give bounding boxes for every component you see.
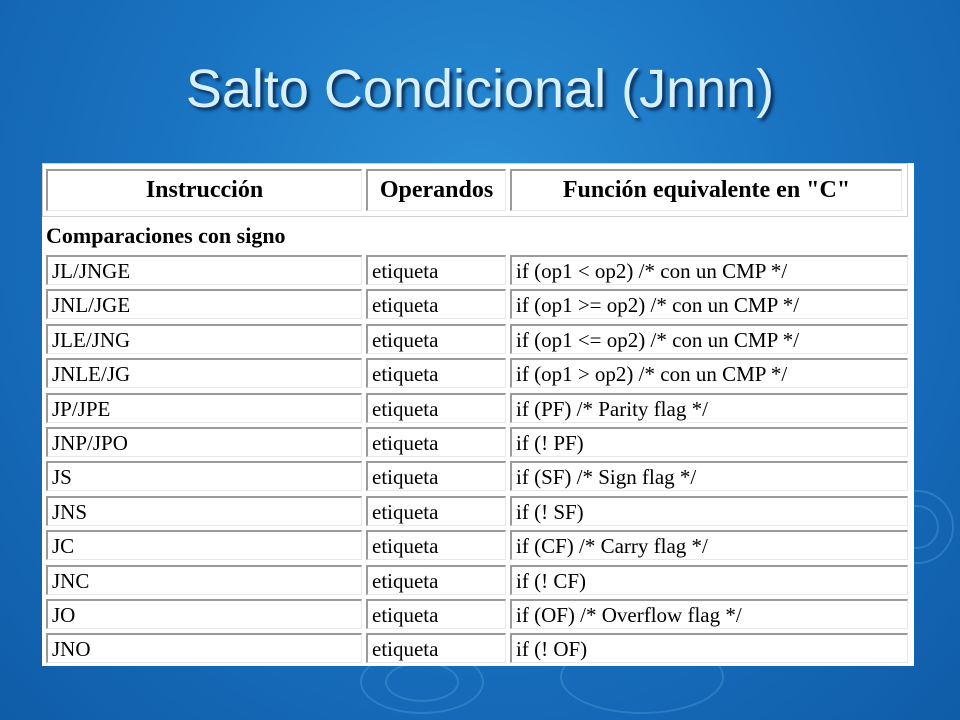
cell-instruccion: JO	[46, 599, 362, 629]
cell-instruccion: JLE/JNG	[46, 324, 362, 354]
cell-funcion: if (! SF)	[510, 496, 908, 526]
group-label: Comparaciones con signo	[46, 223, 286, 248]
cell-operandos: etiqueta	[366, 393, 506, 423]
cell-instruccion: JNS	[46, 496, 362, 526]
header-instruccion: Instrucción	[46, 169, 362, 211]
cell-operandos: etiqueta	[366, 496, 506, 526]
cell-funcion: if (op1 >= op2) /* con un CMP */	[510, 289, 908, 319]
cell-funcion: if (SF) /* Sign flag */	[510, 461, 908, 491]
cell-operandos: etiqueta	[366, 633, 506, 663]
cell-instruccion: JS	[46, 461, 362, 491]
cell-instruccion: JC	[46, 530, 362, 560]
instruction-table	[42, 163, 914, 666]
slide-title: Salto Condicional (Jnnn)	[185, 59, 775, 119]
cell-funcion: if (op1 <= op2) /* con un CMP */	[510, 324, 908, 354]
cell-operandos: etiqueta	[366, 530, 506, 560]
cell-funcion: if (! OF)	[510, 633, 908, 663]
cell-funcion: if (CF) /* Carry flag */	[510, 530, 908, 560]
background-ripple	[385, 662, 459, 702]
cell-operandos: etiqueta	[366, 358, 506, 388]
cell-operandos: etiqueta	[366, 427, 506, 457]
cell-instruccion: JNLE/JG	[46, 358, 362, 388]
cell-operandos: etiqueta	[366, 599, 506, 629]
cell-operandos: etiqueta	[366, 324, 506, 354]
header-operandos: Operandos	[366, 169, 506, 211]
cell-funcion: if (PF) /* Parity flag */	[510, 393, 908, 423]
cell-funcion: if (op1 > op2) /* con un CMP */	[510, 358, 908, 388]
cell-operandos: etiqueta	[366, 289, 506, 319]
cell-funcion: if (! CF)	[510, 565, 908, 595]
cell-operandos: etiqueta	[366, 461, 506, 491]
cell-instruccion: JNO	[46, 633, 362, 663]
cell-instruccion: JL/JNGE	[46, 255, 362, 285]
cell-instruccion: JNC	[46, 565, 362, 595]
cell-instruccion: JNL/JGE	[46, 289, 362, 319]
header-funcion: Función equivalente en "C"	[510, 169, 902, 211]
cell-funcion: if (! PF)	[510, 427, 908, 457]
cell-funcion: if (OF) /* Overflow flag */	[510, 599, 908, 629]
cell-operandos: etiqueta	[366, 255, 506, 285]
cell-funcion: if (op1 < op2) /* con un CMP */	[510, 255, 908, 285]
cell-instruccion: JNP/JPO	[46, 427, 362, 457]
cell-instruccion: JP/JPE	[46, 393, 362, 423]
cell-operandos: etiqueta	[366, 565, 506, 595]
